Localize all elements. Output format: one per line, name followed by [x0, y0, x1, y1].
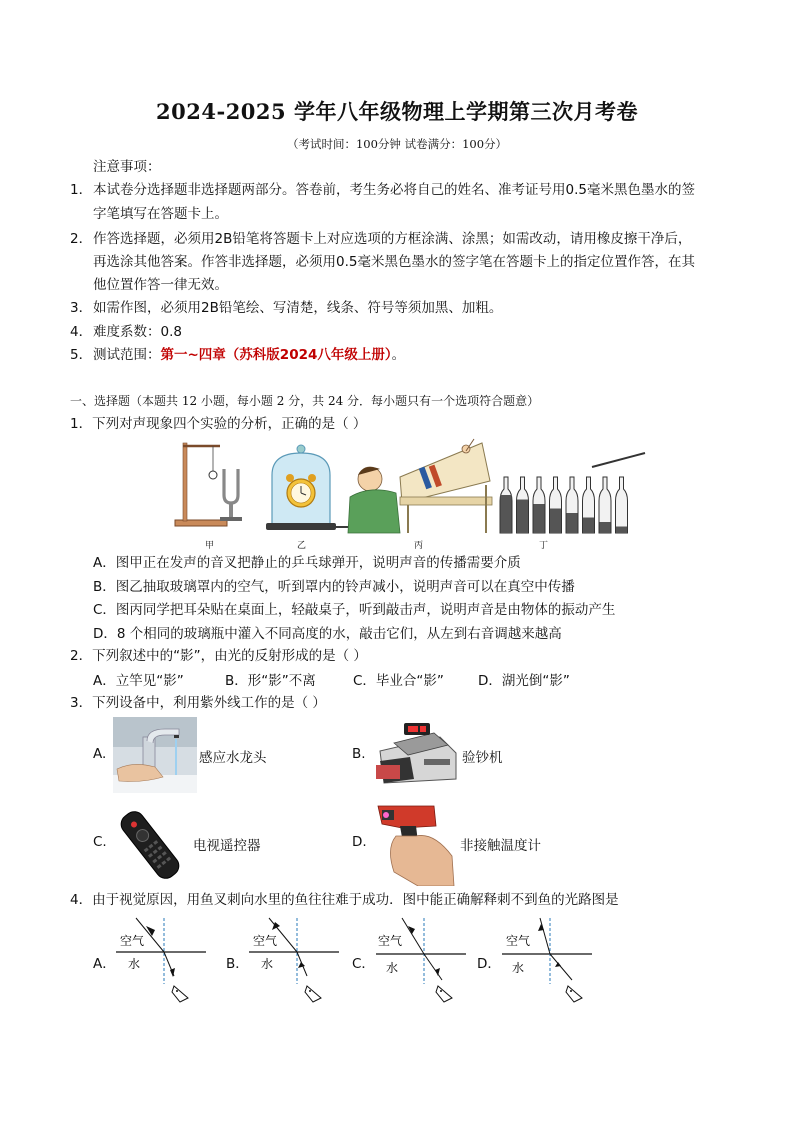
q3-stem: 3．下列设备中，利用紫外线工作的是（ ） — [70, 695, 326, 711]
notice-num-3: 3． — [70, 300, 93, 316]
notice-num-1: 1． — [70, 182, 93, 198]
air-label-a: 空气 — [120, 934, 145, 948]
q4-option-a: A． — [93, 956, 116, 972]
notice-3-line-1: 如需作图，必须用2B铅笔绘、写清楚，线条、符号等须加黑、加粗。 — [93, 300, 503, 316]
air-label-d: 空气 — [506, 934, 531, 948]
q3-option-a-label: 感应水龙头 — [199, 750, 267, 766]
page-title: 2024-2025 学年八年级物理上学期第三次月考卷 — [156, 99, 638, 124]
notice-1-line-1: 本试卷分选择题非选择题两部分。答卷前，考生务必将自己的姓名、准考证号用0.5毫米黑色墨水的签 — [93, 182, 695, 198]
bottle-water — [600, 522, 611, 533]
notice-2-line-3: 他位置作答一律无效。 — [93, 277, 228, 293]
section-heading: 一、选择题（本题共 12 小题，每小题 2 分，共 24 分．每小题只有一个选项符合题意） — [70, 394, 540, 408]
remote-control-image — [110, 805, 190, 883]
caption-bing: 丙 — [414, 541, 424, 551]
q2-option-c: C．毕业合“影” — [353, 673, 444, 689]
money-detector-image — [370, 717, 460, 789]
q1-option-d: D．8 个相同的玻璃瓶中灌入不同高度的水，敲击它们，从左到右音调越来越高 — [93, 626, 562, 642]
notice-2-line-1: 作答选择题，必须用2B铅笔将答题卡上对应选项的方框涂满、涂黑；如需改动，请用橡皮擦干净后， — [93, 231, 692, 247]
notice-num-5: 5． — [70, 347, 93, 363]
q3-option-d-label: 非接触温度计 — [460, 838, 541, 854]
bottle-water — [550, 509, 561, 534]
student-desk-illustration — [348, 439, 492, 533]
bottle-water — [567, 513, 578, 533]
q4-diagram-b — [245, 912, 345, 1004]
bottle-water — [534, 504, 545, 533]
q3-option-c-label: 电视遥控器 — [193, 838, 261, 854]
q3-option-a-letter: A. — [93, 746, 107, 762]
tuning-fork-illustration — [175, 443, 242, 526]
q3-option-d-letter: D. — [352, 834, 367, 850]
notice-num-4: 4． — [70, 324, 93, 340]
bottle-water — [583, 518, 594, 534]
air-label-b: 空气 — [253, 934, 278, 948]
bottle-water — [501, 495, 512, 533]
q3-option-b-letter: B. — [352, 746, 366, 762]
bottle-water — [517, 500, 528, 534]
notice-1-line-2: 字笔填写在答题卡上。 — [93, 206, 228, 222]
exam-info: （考试时间：100分钟 试卷满分：100分） — [286, 137, 508, 151]
caption-yi: 乙 — [297, 541, 307, 551]
caption-ding: 丁 — [539, 541, 549, 551]
scope-label: 测试范围： — [93, 347, 161, 363]
q4-option-c: C． — [352, 956, 375, 972]
q2-stem: 2．下列叙述中的“影”，由光的反射形成的是（ ） — [70, 648, 367, 664]
q4-diagram-d — [498, 912, 598, 1004]
q4-option-d: D． — [477, 956, 501, 972]
q2-option-d: D．湖光倒“影” — [478, 673, 570, 689]
q2-option-b: B．形“影”不离 — [225, 673, 316, 689]
caption-jia: 甲 — [205, 541, 215, 551]
scope-suffix: 。 — [391, 347, 406, 363]
q1-option-c: C．图丙同学把耳朵贴在桌面上，轻敲桌子，听到敲击声，说明声音是由物体的振动产生 — [93, 602, 616, 618]
q3-option-b-label: 验钞机 — [462, 750, 503, 766]
bottles-illustration — [592, 453, 645, 467]
notice-num-2: 2． — [70, 231, 93, 247]
water-label-c: 水 — [386, 961, 399, 975]
fish-icon — [172, 986, 188, 1002]
water-label-b: 水 — [261, 957, 274, 971]
fish-icon — [305, 986, 321, 1002]
q1-option-b: B．图乙抽取玻璃罩内的空气，听到罩内的铃声减小，说明声音可以在真空中传播 — [93, 579, 575, 595]
q1-stem: 1．下列对声现象四个实验的分析，正确的是（ ） — [70, 416, 367, 432]
notice-2-line-2: 再选涂其他答案。作答非选择题，必须用0.5毫米黑色墨水的签字笔在答题卡上的指定位置作答，在其 — [93, 254, 695, 270]
scope-highlight: 第一~四章（苏科版2024八年级上册） — [160, 347, 392, 363]
bottle-water — [616, 527, 627, 534]
fish-icon — [436, 986, 452, 1002]
bottle — [616, 477, 628, 533]
water-label-d: 水 — [512, 961, 525, 975]
q1-figure — [160, 437, 650, 549]
water-label-a: 水 — [128, 957, 141, 971]
air-label-c: 空气 — [378, 934, 403, 948]
q4-option-b: B． — [226, 956, 249, 972]
notice-heading: 注意事项： — [93, 159, 161, 175]
notice-5-line — [93, 344, 405, 367]
q4-diagram-a — [112, 912, 212, 1004]
q4-diagram-c — [372, 912, 472, 1004]
bell-jar-illustration — [266, 445, 348, 530]
q3-option-c-letter: C. — [93, 834, 107, 850]
notice-4-line-1: 难度系数：0.8 — [93, 324, 182, 340]
q4-stem: 4．由于视觉原因，用鱼叉刺向水里的鱼往往难于成功．图中能正确解释刺不到鱼的光路图是 — [70, 892, 619, 908]
q2-option-a: A．立竿见“影” — [93, 673, 184, 689]
thermometer-gun-image — [372, 802, 458, 886]
fish-icon — [566, 986, 582, 1002]
faucet-image — [113, 717, 197, 793]
q1-option-a: A．图甲正在发声的音叉把静止的乒乓球弹开，说明声音的传播需要介质 — [93, 555, 521, 571]
